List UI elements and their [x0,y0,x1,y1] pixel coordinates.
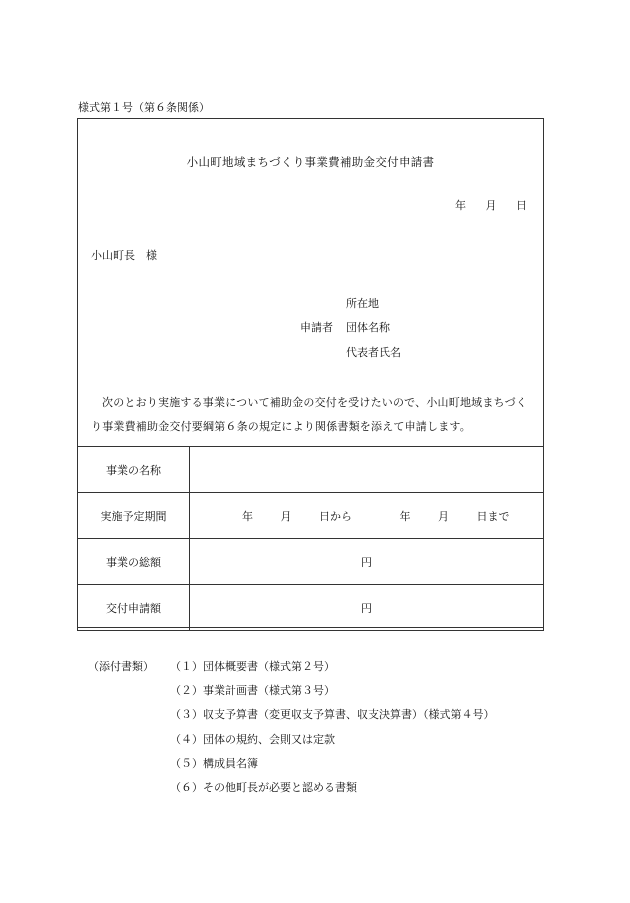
date-year[interactable]: 年 [455,199,466,212]
date-day[interactable]: 日 [516,199,527,212]
form-id: 様式第１号（第６条関係） [78,101,210,114]
date-month[interactable]: 月 [485,199,497,212]
period-start-year: 年 [242,509,253,523]
document-title: 小山町地域まちづくり事業費補助金交付申請書 [186,155,435,169]
attachment-item: （４）団体の規約、会則又は定款 [170,733,335,746]
period-end-month: 月 [438,509,449,523]
attachment-item: （５）構成員名簿 [170,757,258,770]
total-amount-label: 事業の総額 [78,539,190,585]
table-row [78,447,544,493]
period-end-day: 日まで [476,509,510,523]
project-name-label: 事業の名称 [78,447,190,493]
representative-label: 代表者氏名 [346,346,401,359]
address-label: 所在地 [346,297,379,310]
application-frame [77,118,544,628]
period-field[interactable] [190,493,544,539]
request-statement: 次のとおり実施する事業について補助金の交付を受けたいので、小山町地域まちづくり事業費補助金交付要綱第６条の規定により関係書類を添えて申請します。 [91,396,528,433]
applicant-label: 申請者 [300,321,333,334]
request-amount-unit: 円 [361,601,372,615]
request-amount-label: 交付申請額 [78,585,190,631]
total-amount-unit: 円 [361,555,372,569]
table-row [78,493,544,539]
period-label: 実施予定期間 [78,493,190,539]
period-start-month: 月 [280,509,292,523]
attachment-item: （２）事業計画書（様式第３号） [170,684,335,697]
date-line [439,197,527,213]
attachment-item: （１）団体概要書（様式第２号） [170,660,335,673]
period-start-day: 日から [319,509,352,523]
request-amount-field[interactable] [190,585,544,631]
org-name-label: 団体名称 [346,321,390,334]
table-row [78,539,544,585]
project-info-table [77,446,544,631]
attachment-item: （３）収支予算書（変更収支予算書、収支決算書）（様式第４号） [170,708,495,721]
project-name-field[interactable] [190,447,544,493]
period-end-year: 年 [399,509,411,523]
table-row [78,585,544,631]
attachments-heading: （添付書類） [88,660,154,673]
attachment-item: （６）その他町長が必要と認める書類 [170,781,357,794]
total-amount-field[interactable] [190,539,544,585]
addressee: 小山町長 様 [91,249,157,262]
